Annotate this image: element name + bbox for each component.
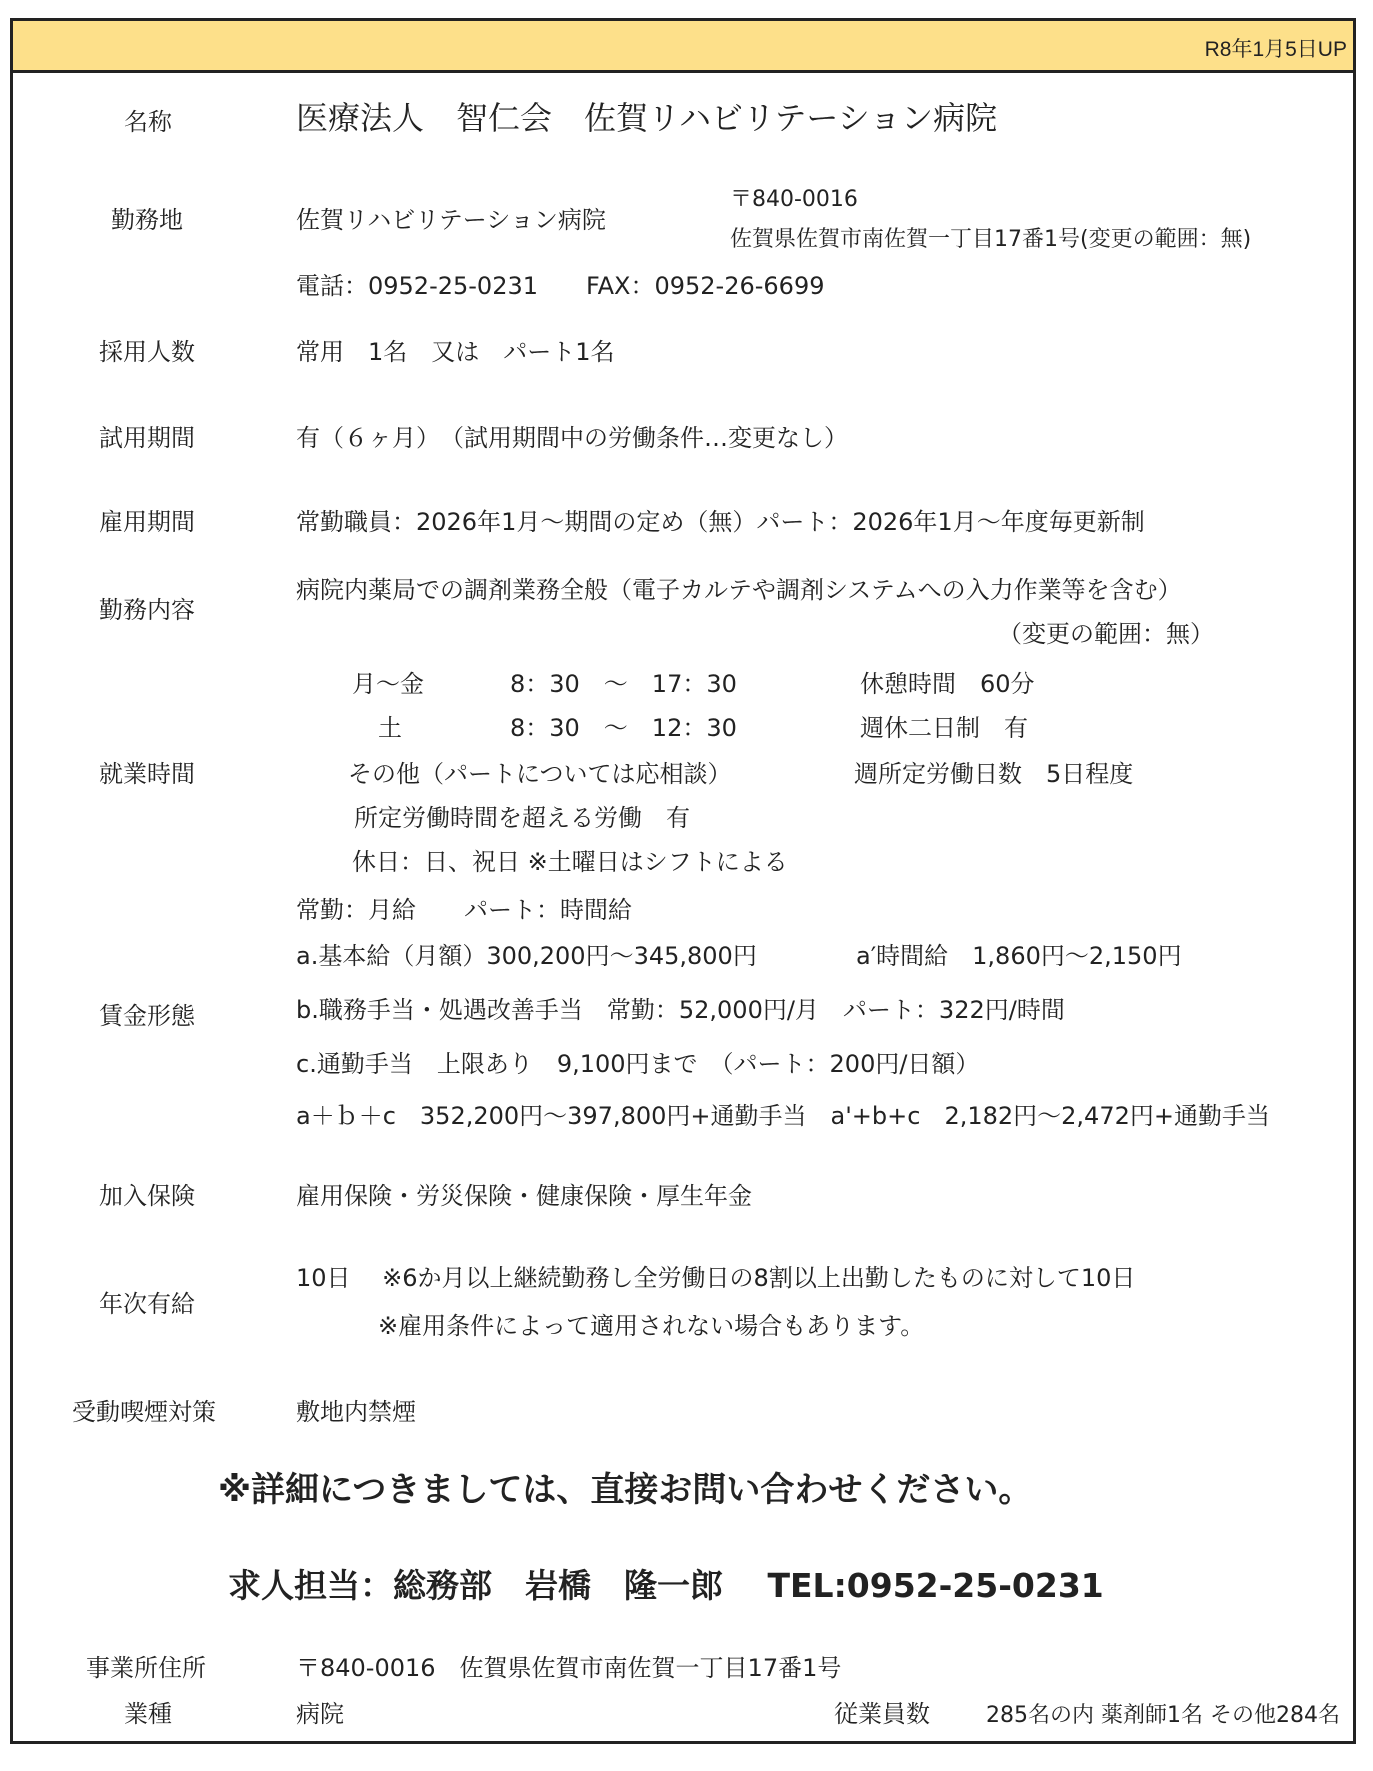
employment-period-label: 雇用期間 (99, 508, 195, 536)
hours-weekday-time: 8：30 ～ 17：30 (510, 670, 737, 698)
location-facility: 佐賀リハビリテーション病院 (296, 206, 606, 234)
hours-label: 就業時間 (99, 760, 195, 788)
employees-label: 従業員数 (834, 1700, 930, 1728)
update-date: R8年1月5日UP (1204, 38, 1347, 61)
hours-weekday-days: 月～金 (352, 670, 424, 698)
industry-label: 業種 (124, 1700, 172, 1728)
location-postal: 〒840-0016 (730, 187, 858, 212)
duties-line2: （変更の範囲：無） (998, 620, 1214, 648)
hours-weekly-days: 週所定労働日数 5日程度 (854, 760, 1134, 788)
wage-b: b.職務手当・処遇改善手当 常勤：52,000円/月 パート：322円/時間 (296, 996, 1065, 1024)
employees-value: 285名の内 薬剤師1名 その他284名 (986, 1703, 1340, 1728)
hours-other: その他（パートについては応相談） (348, 760, 732, 788)
wage-label: 賃金形態 (99, 1002, 195, 1030)
hiring-value: 常用 1名 又は パート1名 (296, 338, 615, 366)
office-label: 事業所住所 (86, 1654, 206, 1682)
office-value: 〒840-0016 佐賀県佐賀市南佐賀一丁目17番1号 (296, 1654, 842, 1682)
employment-period-value: 常勤職員：2026年1月～期間の定め（無）パート：2026年1月～年度毎更新制 (296, 508, 1145, 536)
trial-value: 有（６ヶ月） （試用期間中の労働条件…変更なし） (296, 424, 848, 452)
smoking-label: 受動喫煙対策 (72, 1398, 216, 1426)
insurance-label: 加入保険 (99, 1182, 195, 1210)
wage-a: a.基本給（月額）300,200円～345,800円 (296, 942, 757, 970)
header-bar (13, 21, 1353, 73)
insurance-value: 雇用保険・労災保険・健康保険・厚生年金 (296, 1182, 752, 1210)
hours-holidays: 休日：日、祝日 ※土曜日はシフトによる (352, 848, 788, 876)
location-label: 勤務地 (111, 206, 183, 234)
hours-overtime: 所定労働時間を超える労働 有 (354, 804, 690, 832)
wage-c: c.通勤手当 上限あり 9,100円まで （パート：200円/日額） (296, 1050, 980, 1078)
leave-label: 年次有給 (99, 1290, 195, 1318)
industry-value: 病院 (296, 1700, 344, 1728)
hours-break: 休憩時間 60分 (860, 670, 1035, 698)
duties-line1: 病院内薬局での調剤業務全般（電子カルテや調剤システムへの入力作業等を含む） (296, 576, 1182, 604)
hours-holiday-system: 週休二日制 有 (860, 714, 1028, 742)
hours-sat-time: 8：30 ～ 12：30 (510, 714, 737, 742)
trial-label: 試用期間 (99, 424, 195, 452)
name-value: 医療法人 智仁会 佐賀リハビリテーション病院 (296, 99, 998, 137)
contact-info: 求人担当：総務部 岩橋 隆一郎 TEL:0952-25-0231 (228, 1566, 1104, 1605)
duties-label: 勤務内容 (99, 596, 195, 624)
wage-type: 常勤：月給 パート：時間給 (296, 896, 632, 924)
wage-total: a＋ｂ＋c 352,200円～397,800円+通勤手当 a'+b+c 2,182円～2,472円+通勤手当 (296, 1102, 1270, 1130)
wage-a-part: a′時間給 1,860円～2,150円 (856, 942, 1182, 970)
leave-line1: 10日 ※6か月以上継続勤務し全労働日の8割以上出勤したものに対して10日 (296, 1264, 1136, 1292)
hiring-label: 採用人数 (99, 338, 195, 366)
location-phone-fax: 電話：0952-25-0231 FAX：0952-26-6699 (296, 272, 825, 300)
hours-sat-day: 土 (378, 714, 402, 742)
location-address: 佐賀県佐賀市南佐賀一丁目17番1号(変更の範囲：無) (730, 227, 1252, 252)
leave-line2: ※雇用条件によって適用されない場合もあります。 (378, 1312, 925, 1340)
name-label: 名称 (124, 108, 172, 136)
inquiry-notice: ※詳細につきましては、直接お問い合わせください。 (218, 1470, 1033, 1510)
smoking-value: 敷地内禁煙 (296, 1398, 416, 1426)
